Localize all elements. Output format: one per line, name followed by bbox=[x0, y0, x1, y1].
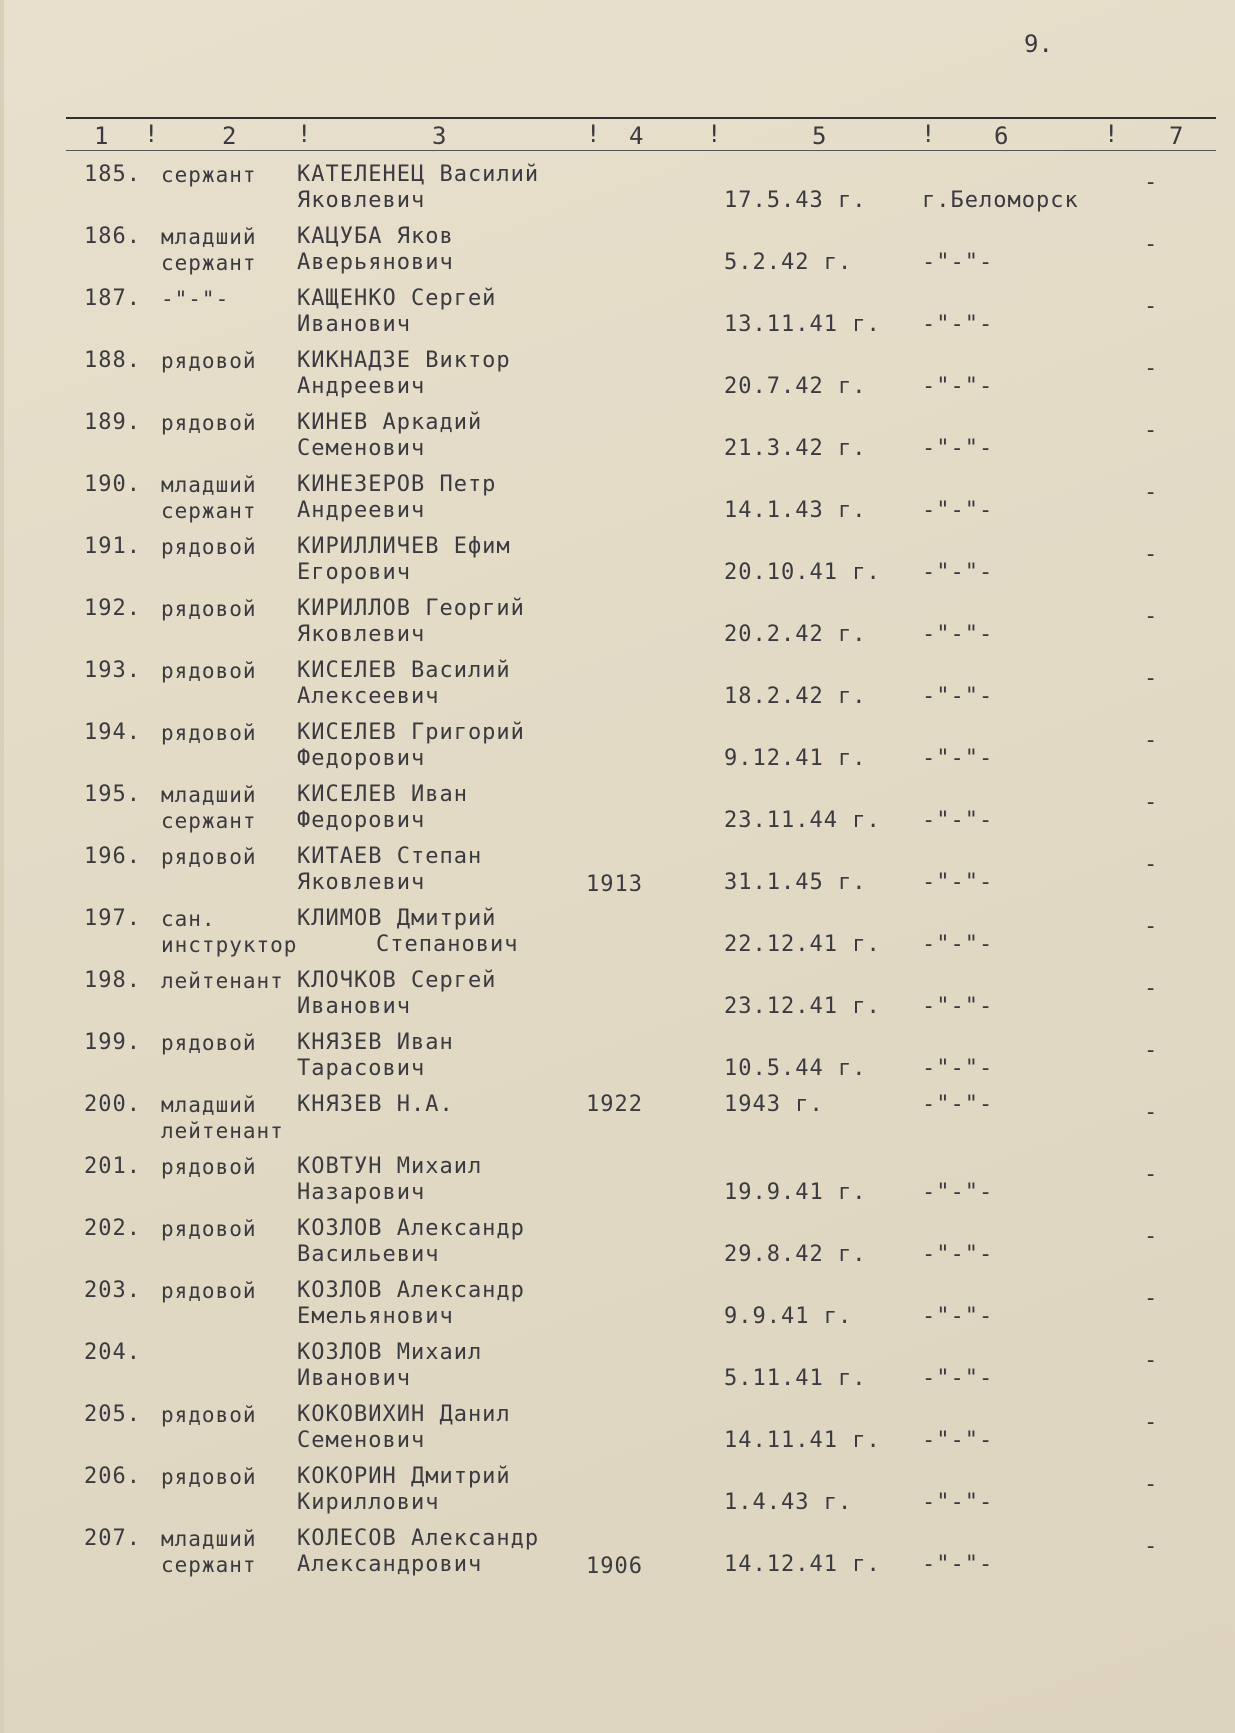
burial-place: -"-"- bbox=[922, 374, 994, 399]
surname-name: КОЗЛОВ Александр bbox=[297, 1216, 525, 1241]
row-number: 195. bbox=[84, 782, 141, 807]
patronymic: Александрович bbox=[297, 1552, 483, 1577]
col7-mark: - bbox=[1144, 1038, 1159, 1063]
col7-mark: - bbox=[1144, 1162, 1159, 1187]
rank-line-1: рядовой bbox=[161, 721, 257, 745]
row-number: 202. bbox=[84, 1216, 141, 1241]
table-row bbox=[4, 162, 1235, 224]
burial-place: -"-"- bbox=[922, 684, 994, 709]
col7-mark: - bbox=[1144, 1410, 1159, 1435]
burial-place: -"-"- bbox=[922, 1366, 994, 1391]
patronymic: Назарович bbox=[297, 1180, 426, 1205]
table-row bbox=[4, 596, 1235, 658]
death-date: 18.2.42 г. bbox=[724, 684, 867, 709]
col7-mark: - bbox=[1144, 604, 1159, 629]
burial-place: -"-"- bbox=[922, 870, 994, 895]
burial-place: -"-"- bbox=[922, 1490, 994, 1515]
header-col-2: 2 bbox=[222, 122, 237, 150]
col7-mark: - bbox=[1144, 170, 1159, 195]
rank-line-1: рядовой bbox=[161, 411, 257, 435]
birth-year: 1913 bbox=[586, 872, 643, 897]
surname-name: КИСЕЛЕВ Василий bbox=[297, 658, 511, 683]
rank-line-1: рядовой bbox=[161, 1403, 257, 1427]
surname-name: КИРИЛЛОВ Георгий bbox=[297, 596, 525, 621]
rank-line-2: сержант bbox=[161, 809, 257, 833]
death-date: 31.1.45 г. bbox=[724, 870, 867, 895]
row-number: 188. bbox=[84, 348, 141, 373]
surname-name: КЛИМОВ Дмитрий bbox=[297, 906, 497, 931]
patronymic: Яковлевич bbox=[297, 188, 426, 213]
rank-line-1: рядовой bbox=[161, 1031, 257, 1055]
row-number: 207. bbox=[84, 1526, 141, 1551]
col7-mark: - bbox=[1144, 1286, 1159, 1311]
rank-line-1: лейтенант bbox=[161, 969, 284, 993]
header-separator: ! bbox=[297, 120, 312, 148]
rank-line-1: младший bbox=[161, 783, 257, 807]
burial-place: -"-"- bbox=[922, 250, 994, 275]
rank-line-1: рядовой bbox=[161, 1279, 257, 1303]
rank-line-1: сан. bbox=[161, 907, 216, 931]
surname-name: КОЗЛОВ Александр bbox=[297, 1278, 525, 1303]
table-row bbox=[4, 1402, 1235, 1464]
surname-name: КИРИЛЛИЧЕВ Ефим bbox=[297, 534, 511, 559]
col7-mark: - bbox=[1144, 418, 1159, 443]
patronymic: Андреевич bbox=[297, 498, 426, 523]
patronymic: Яковлевич bbox=[297, 622, 426, 647]
col7-mark: - bbox=[1144, 852, 1159, 877]
patronymic: Егорович bbox=[297, 560, 411, 585]
patronymic: Федорович bbox=[297, 808, 426, 833]
death-date: 1943 г. bbox=[724, 1092, 824, 1117]
table-row bbox=[4, 1340, 1235, 1402]
rank-line-1: рядовой bbox=[161, 597, 257, 621]
patronymic: Степанович bbox=[376, 932, 519, 957]
patronymic: Иванович bbox=[297, 312, 411, 337]
table-row bbox=[4, 472, 1235, 534]
row-number: 192. bbox=[84, 596, 141, 621]
header-underline bbox=[66, 150, 1216, 151]
table-row bbox=[4, 410, 1235, 472]
row-number: 206. bbox=[84, 1464, 141, 1489]
table-row bbox=[4, 1278, 1235, 1340]
row-number: 194. bbox=[84, 720, 141, 745]
surname-name: КНЯЗЕВ Н.А. bbox=[297, 1092, 454, 1117]
burial-place: -"-"- bbox=[922, 746, 994, 771]
col7-mark: - bbox=[1144, 666, 1159, 691]
surname-name: КИКНАДЗЕ Виктор bbox=[297, 348, 511, 373]
burial-place: -"-"- bbox=[922, 560, 994, 585]
burial-place: -"-"- bbox=[922, 994, 994, 1019]
row-number: 186. bbox=[84, 224, 141, 249]
col7-mark: - bbox=[1144, 1472, 1159, 1497]
burial-place: -"-"- bbox=[922, 1056, 994, 1081]
patronymic: Иванович bbox=[297, 1366, 411, 1391]
header-rule bbox=[66, 117, 1216, 119]
surname-name: КЛОЧКОВ Сергей bbox=[297, 968, 497, 993]
rank-line-1: -"-"- bbox=[161, 287, 230, 311]
table-row bbox=[4, 224, 1235, 286]
surname-name: КНЯЗЕВ Иван bbox=[297, 1030, 454, 1055]
table-row bbox=[4, 782, 1235, 844]
death-date: 9.9.41 г. bbox=[724, 1304, 853, 1329]
row-number: 185. bbox=[84, 162, 141, 187]
surname-name: КОЛЕСОВ Александр bbox=[297, 1526, 540, 1551]
burial-place: -"-"- bbox=[922, 808, 994, 833]
rank-line-1: сержант bbox=[161, 163, 257, 187]
patronymic: Кириллович bbox=[297, 1490, 440, 1515]
table-row bbox=[4, 906, 1235, 968]
surname-name: КАЦУБА Яков bbox=[297, 224, 454, 249]
patronymic: Андреевич bbox=[297, 374, 426, 399]
patronymic: Аверьянович bbox=[297, 250, 454, 275]
surname-name: КОВТУН Михаил bbox=[297, 1154, 483, 1179]
patronymic: Иванович bbox=[297, 994, 411, 1019]
patronymic: Алексеевич bbox=[297, 684, 440, 709]
burial-place: -"-"- bbox=[922, 932, 994, 957]
rank-line-1: младший bbox=[161, 473, 257, 497]
patronymic: Семенович bbox=[297, 1428, 426, 1453]
rank-line-2: сержант bbox=[161, 251, 257, 275]
surname-name: КИСЕЛЕВ Иван bbox=[297, 782, 468, 807]
col7-mark: - bbox=[1144, 976, 1159, 1001]
table-row bbox=[4, 968, 1235, 1030]
burial-place: -"-"- bbox=[922, 1092, 994, 1117]
row-number: 193. bbox=[84, 658, 141, 683]
row-number: 190. bbox=[84, 472, 141, 497]
table-row bbox=[4, 1526, 1235, 1588]
table-row bbox=[4, 1154, 1235, 1216]
surname-name: КИСЕЛЕВ Григорий bbox=[297, 720, 525, 745]
header-separator: ! bbox=[707, 120, 722, 148]
burial-place: -"-"- bbox=[922, 1552, 994, 1577]
death-date: 1.4.43 г. bbox=[724, 1490, 853, 1515]
col7-mark: - bbox=[1144, 232, 1159, 257]
col7-mark: - bbox=[1144, 1348, 1159, 1373]
col7-mark: - bbox=[1144, 1224, 1159, 1249]
header-col-6: 6 bbox=[994, 122, 1009, 150]
patronymic: Тарасович bbox=[297, 1056, 426, 1081]
table-row bbox=[4, 348, 1235, 410]
death-date: 17.5.43 г. bbox=[724, 188, 867, 213]
surname-name: КОЗЛОВ Михаил bbox=[297, 1340, 483, 1365]
row-number: 200. bbox=[84, 1092, 141, 1117]
header-separator: ! bbox=[921, 120, 936, 148]
table-row bbox=[4, 1030, 1235, 1092]
col7-mark: - bbox=[1144, 728, 1159, 753]
row-number: 197. bbox=[84, 906, 141, 931]
rank-line-2: сержант bbox=[161, 499, 257, 523]
death-date: 13.11.41 г. bbox=[724, 312, 881, 337]
burial-place: -"-"- bbox=[922, 1180, 994, 1205]
row-number: 189. bbox=[84, 410, 141, 435]
patronymic: Васильевич bbox=[297, 1242, 440, 1267]
header-col-4: 4 bbox=[629, 122, 644, 150]
table-row bbox=[4, 1216, 1235, 1278]
burial-place: -"-"- bbox=[922, 498, 994, 523]
burial-place: -"-"- bbox=[922, 622, 994, 647]
rank-line-1: рядовой bbox=[161, 349, 257, 373]
header-separator: ! bbox=[144, 120, 159, 148]
table-row bbox=[4, 286, 1235, 348]
burial-place: -"-"- bbox=[922, 1428, 994, 1453]
burial-place: -"-"- bbox=[922, 1242, 994, 1267]
death-date: 14.11.41 г. bbox=[724, 1428, 881, 1453]
surname-name: КАЩЕНКО Сергей bbox=[297, 286, 497, 311]
burial-place: -"-"- bbox=[922, 436, 994, 461]
patronymic: Федорович bbox=[297, 746, 426, 771]
header-separator: ! bbox=[1104, 120, 1119, 148]
row-number: 196. bbox=[84, 844, 141, 869]
patronymic: Емельянович bbox=[297, 1304, 454, 1329]
row-number: 187. bbox=[84, 286, 141, 311]
death-date: 20.2.42 г. bbox=[724, 622, 867, 647]
rank-line-1: рядовой bbox=[161, 1155, 257, 1179]
rank-line-1: рядовой bbox=[161, 1465, 257, 1489]
death-date: 20.10.41 г. bbox=[724, 560, 881, 585]
row-number: 198. bbox=[84, 968, 141, 993]
death-date: 19.9.41 г. bbox=[724, 1180, 867, 1205]
rank-line-1: рядовой bbox=[161, 535, 257, 559]
header-separator: ! bbox=[586, 120, 601, 148]
death-date: 29.8.42 г. bbox=[724, 1242, 867, 1267]
col7-mark: - bbox=[1144, 914, 1159, 939]
col7-mark: - bbox=[1144, 294, 1159, 319]
col7-mark: - bbox=[1144, 480, 1159, 505]
rank-line-2: инструктор bbox=[161, 933, 298, 957]
death-date: 21.3.42 г. bbox=[724, 436, 867, 461]
col7-mark: - bbox=[1144, 1100, 1159, 1125]
row-number: 204. bbox=[84, 1340, 141, 1365]
burial-place: г.Беломорск bbox=[922, 188, 1079, 213]
death-date: 23.12.41 г. bbox=[724, 994, 881, 1019]
surname-name: КИНЕЗЕРОВ Петр bbox=[297, 472, 497, 497]
surname-name: КОКОРИН Дмитрий bbox=[297, 1464, 511, 1489]
table-row bbox=[4, 844, 1235, 906]
rank-line-1: рядовой bbox=[161, 1217, 257, 1241]
rank-line-2: сержант bbox=[161, 1553, 257, 1577]
table-row bbox=[4, 1092, 1235, 1154]
death-date: 10.5.44 г. bbox=[724, 1056, 867, 1081]
rank-line-1: рядовой bbox=[161, 659, 257, 683]
table-row bbox=[4, 534, 1235, 596]
rank-line-1: младший bbox=[161, 1093, 257, 1117]
header-col-3: 3 bbox=[432, 122, 447, 150]
death-date: 20.7.42 г. bbox=[724, 374, 867, 399]
birth-year: 1906 bbox=[586, 1554, 643, 1579]
surname-name: КИТАЕВ Степан bbox=[297, 844, 483, 869]
death-date: 22.12.41 г. bbox=[724, 932, 881, 957]
rank-line-2: лейтенант bbox=[161, 1119, 284, 1143]
row-number: 205. bbox=[84, 1402, 141, 1427]
rank-line-1: младший bbox=[161, 225, 257, 249]
surname-name: КАТЕЛЕНЕЦ Василий bbox=[297, 162, 540, 187]
row-number: 201. bbox=[84, 1154, 141, 1179]
rank-line-1: младший bbox=[161, 1527, 257, 1551]
death-date: 9.12.41 г. bbox=[724, 746, 867, 771]
page-number: 9. bbox=[1024, 30, 1053, 58]
patronymic: Семенович bbox=[297, 436, 426, 461]
row-number: 191. bbox=[84, 534, 141, 559]
header-col-5: 5 bbox=[812, 122, 827, 150]
patronymic: Яковлевич bbox=[297, 870, 426, 895]
row-number: 199. bbox=[84, 1030, 141, 1055]
col7-mark: - bbox=[1144, 790, 1159, 815]
row-number: 203. bbox=[84, 1278, 141, 1303]
surname-name: КИНЕВ Аркадий bbox=[297, 410, 483, 435]
header-col-1: 1 bbox=[94, 122, 109, 150]
death-date: 5.2.42 г. bbox=[724, 250, 853, 275]
death-date: 5.11.41 г. bbox=[724, 1366, 867, 1391]
surname-name: КОКОВИХИН Данил bbox=[297, 1402, 511, 1427]
col7-mark: - bbox=[1144, 542, 1159, 567]
col7-mark: - bbox=[1144, 1534, 1159, 1559]
table-row bbox=[4, 1464, 1235, 1526]
col7-mark: - bbox=[1144, 356, 1159, 381]
burial-place: -"-"- bbox=[922, 1304, 994, 1329]
header-col-7: 7 bbox=[1169, 122, 1184, 150]
birth-year: 1922 bbox=[586, 1092, 643, 1117]
table-row bbox=[4, 658, 1235, 720]
death-date: 23.11.44 г. bbox=[724, 808, 881, 833]
rank-line-1: рядовой bbox=[161, 845, 257, 869]
burial-place: -"-"- bbox=[922, 312, 994, 337]
table-row bbox=[4, 720, 1235, 782]
death-date: 14.12.41 г. bbox=[724, 1552, 881, 1577]
death-date: 14.1.43 г. bbox=[724, 498, 867, 523]
